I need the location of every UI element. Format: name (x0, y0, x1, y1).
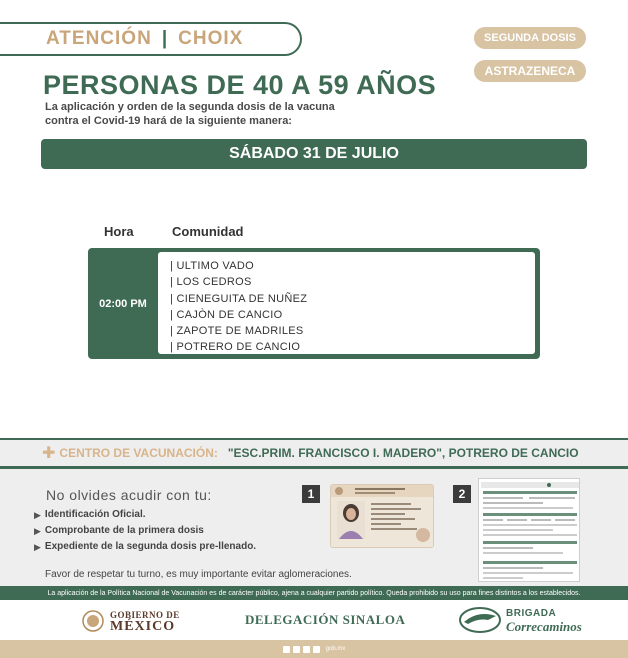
disclaimer-bar (0, 586, 628, 600)
column-header-comunidad: Comunidad (172, 224, 244, 239)
coat-of-arms-icon (82, 610, 104, 632)
requirement-text: Comprobante de la primera dosis (44, 525, 204, 536)
list-item (34, 507, 256, 523)
disclaimer-text: La aplicación de la Política Nacional de Vacunación es de carácter público, ajena a cualquier partido político. Queda prohibido su uso para fines distintos a los establecidos. (47, 589, 581, 597)
roadrunner-icon (458, 606, 502, 634)
divider (0, 466, 628, 469)
brigada-logo (458, 606, 582, 634)
youtube-icon[interactable] (313, 646, 320, 653)
facebook-icon[interactable] (283, 646, 290, 653)
list-item: | LOS CEDROS (170, 276, 252, 289)
vaccine-tag: ASTRAZENECA (474, 60, 586, 82)
instagram-icon[interactable] (303, 646, 310, 653)
gobierno-mexico-logo (82, 610, 180, 632)
list-item (34, 539, 256, 555)
respect-note: Favor de respetar tu turno, es muy importante evitar aglomeraciones. (45, 569, 352, 580)
requirements-list (34, 507, 256, 555)
list-item (34, 523, 256, 539)
page-subtitle: La aplicación y orden de la segunda dosis de la vacuna contra el Covid-19 hará de la siguiente manera: (45, 101, 335, 127)
step-badge-1: 1 (302, 485, 320, 503)
brigada-line-2: Correcaminos (506, 619, 582, 634)
delegacion-logo: DELEGACIÓN SINALOA (245, 612, 406, 627)
gob-line-2: MÉXICO (110, 619, 176, 634)
header-location: CHOIX (178, 28, 244, 49)
header-separator: | (161, 28, 169, 49)
list-item: | ULTIMO VADO (170, 260, 254, 272)
id-card-illustration (331, 485, 434, 548)
triangle-right-icon: ▶ (34, 526, 41, 536)
date-banner (41, 139, 587, 169)
list-item: | ZAPOTE DE MADRILES (170, 325, 304, 338)
schedule-time: 02:00 PM (99, 297, 147, 310)
triangle-right-icon: ▶ (34, 542, 41, 552)
header-attention: ATENCIÓN (46, 28, 152, 49)
date-label: SÁBADO 31 DE JULIO (229, 145, 399, 162)
header-banner (0, 22, 302, 56)
reminder-title: No olvides acudir con tu: (46, 487, 212, 503)
requirement-text: Identificación Oficial. (44, 509, 146, 520)
social-bar (0, 640, 628, 658)
list-item: | POTRERO DE CANCIO (170, 341, 301, 354)
id-card-image (330, 484, 434, 548)
vaccination-center-value: "ESC.PRIM. FRANCISCO I. MADERO", POTRERO DE CANCIO (227, 446, 579, 460)
list-item: | CIENEGUITA DE NUÑEZ (170, 292, 308, 305)
triangle-right-icon: ▶ (34, 510, 41, 520)
step-badge-2: 2 (453, 485, 471, 503)
social-handle[interactable]: gob.mx (325, 646, 346, 652)
twitter-icon[interactable] (293, 646, 300, 653)
vaccination-center (0, 440, 628, 466)
list-item: | CAJÒN DE CANCIO (170, 308, 283, 321)
brigada-line-1: BRIGADA (506, 608, 557, 619)
community-list (158, 252, 535, 354)
plus-icon: ✚ (42, 445, 56, 462)
vaccination-center-label: CENTRO DE VACUNACIÓN: (59, 446, 218, 460)
form-illustration (479, 479, 580, 582)
dose-tag: SEGUNDA DOSIS (474, 27, 586, 49)
page-title: PERSONAS DE 40 A 59 AÑOS (43, 70, 437, 100)
column-header-hora: Hora (104, 224, 134, 239)
schedule-table (88, 248, 540, 359)
form-document-image (478, 478, 580, 582)
requirement-text: Expediente de la segunda dosis pre-llenado. (44, 541, 257, 552)
gob-line-1: GOBIERNO DE (110, 610, 180, 620)
